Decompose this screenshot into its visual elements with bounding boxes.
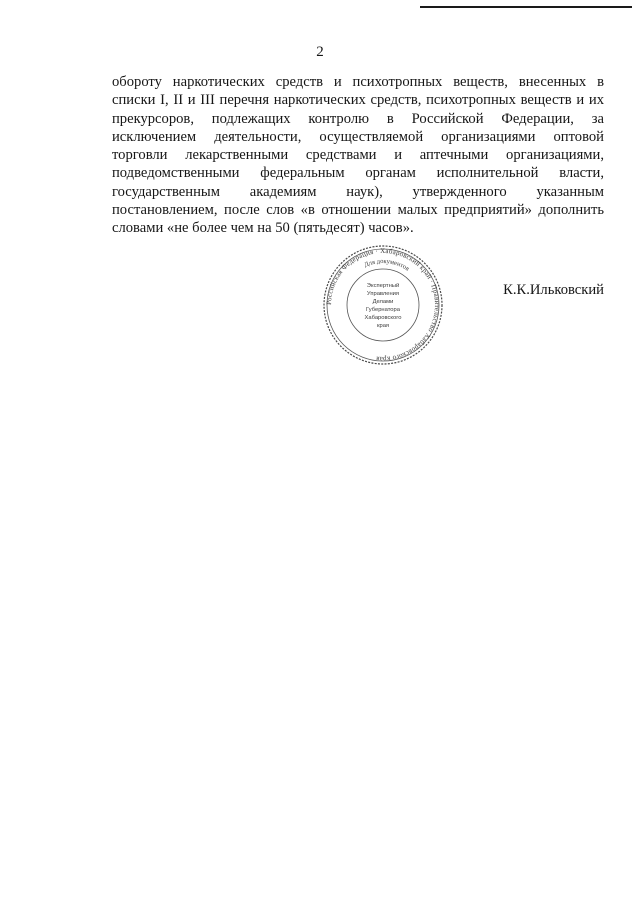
svg-text:Для документов	[363, 258, 410, 273]
body-line: списки I, II и III перечня наркотических средств, психотропных веществ и их	[112, 92, 604, 109]
top-rule	[420, 6, 632, 8]
stamp-inner-border	[347, 269, 419, 341]
body-line: государственным академиям наук), утвержденного указанным	[112, 183, 604, 200]
stamp-outer-text: Российская Федерация · Хабаровский край · Правительство Хабаровского края	[324, 246, 442, 364]
official-stamp	[322, 244, 444, 366]
body-text	[112, 73, 604, 238]
stamp-center-line: Управления	[366, 291, 400, 297]
signatory-name: К.К.Ильковский	[503, 282, 604, 298]
stamp-center-line: Губернатора	[366, 307, 400, 313]
body-line: постановлением, после слов «в отношении малых предприятий» дополнить	[112, 202, 604, 219]
body-line: подведомственными федеральным органам исполнительной власти,	[112, 165, 604, 182]
page-number: 2	[316, 44, 324, 60]
body-line: обороту наркотических средств и психотропных веществ, внесенных в	[112, 74, 604, 90]
stamp-center-line: Хабаровского	[364, 315, 402, 321]
stamp-inner-text: Для документов	[363, 257, 411, 273]
stamp-center-line: Экспертный	[366, 283, 400, 289]
stamp-center-line: Делами	[372, 299, 394, 305]
body-line: прекурсоров, подлежащих контролю в Российской Федерации, за	[112, 110, 604, 127]
body-line: торговли лекарственными средствами и аптечными организациями,	[112, 147, 604, 164]
stamp-center-line: края	[376, 323, 390, 329]
body-line: исключением деятельности, осуществляемой организациями оптовой	[112, 128, 604, 145]
body-line: словами «не более чем на 50 (пятьдесят) часов».	[112, 220, 414, 237]
